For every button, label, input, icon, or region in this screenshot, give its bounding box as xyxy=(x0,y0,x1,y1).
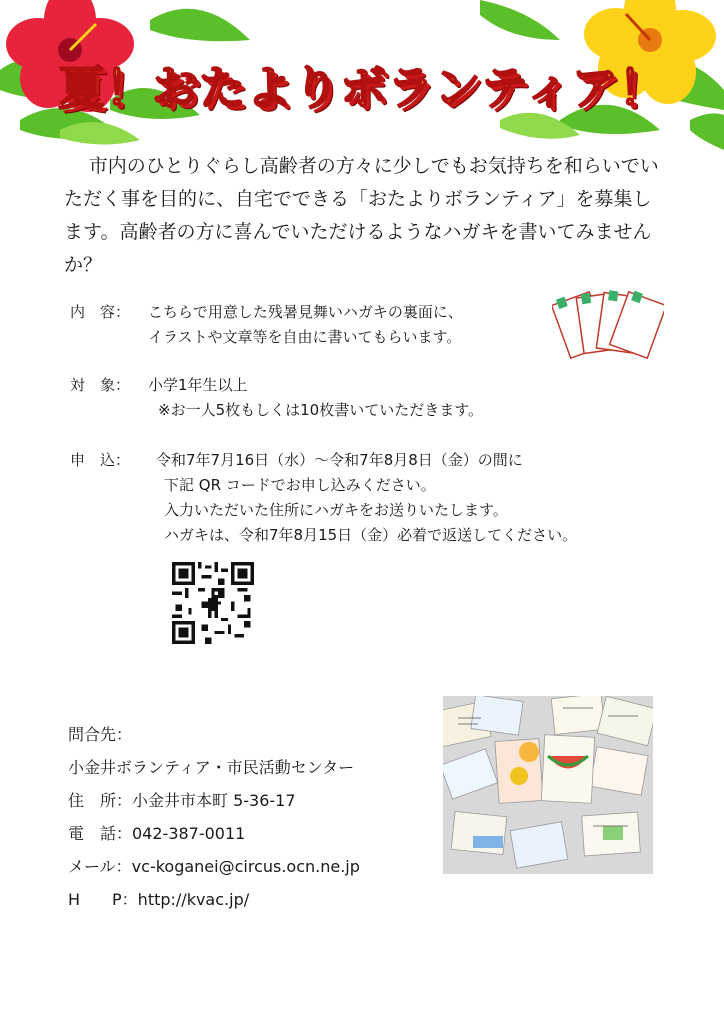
contact-homepage[interactable]: H P：http://kvac.jp/ xyxy=(68,890,250,909)
postcards-icon xyxy=(552,285,664,365)
apply-line: 下記 QR コードでお申し込みください。 xyxy=(164,476,436,494)
target-label: 対 象： xyxy=(70,376,131,394)
target-section xyxy=(70,373,670,423)
contact-heading: 問合先： xyxy=(68,725,133,744)
apply-section xyxy=(70,448,670,548)
apply-line: ハガキは、令和7年8月15日（金）必着で返送してください。 xyxy=(164,526,578,544)
content-line: こちらで用意した残暑見舞いハガキの裏面に、 xyxy=(148,303,463,321)
contact-org: 小金井ボランティア・市民活動センター xyxy=(68,758,355,777)
contact-address: 住 所：小金井市本町 5-36-17 xyxy=(68,791,296,810)
page-title: 夏！おたよりボランティア！ xyxy=(58,61,666,115)
contact-section xyxy=(68,718,360,916)
qr-code[interactable] xyxy=(172,562,254,644)
contact-email[interactable]: メール：vc-koganei@circus.ocn.ne.jp xyxy=(68,857,360,876)
apply-label: 申 込： xyxy=(70,451,131,469)
content-label: 内 容： xyxy=(70,303,131,321)
apply-line: 令和7年7月16日（水）～令和7年8月8日（金）の間に xyxy=(156,451,523,469)
apply-line: 入力いただいた住所にハガキをお送りいたします。 xyxy=(164,501,508,519)
target-line: 小学1年生以上 xyxy=(148,376,248,394)
content-line: イラストや文章等を自由に書いてもらいます。 xyxy=(148,328,462,346)
header-banner xyxy=(0,0,724,160)
contact-phone: 電 話：042-387-0011 xyxy=(68,824,246,843)
postcards-photo xyxy=(443,696,653,874)
target-line: ※お一人5枚もしくは10枚書いていただきます。 xyxy=(158,401,484,419)
intro-text: 市内のひとりぐらし高齢者の方々に少しでもお気持ちを和らいでいただく事を目的に、自宅でできる「おたよりボランティア」を募集します。高齢者の方に喜んでいただけるようなハガキを書いてみませんか？ xyxy=(64,155,659,276)
